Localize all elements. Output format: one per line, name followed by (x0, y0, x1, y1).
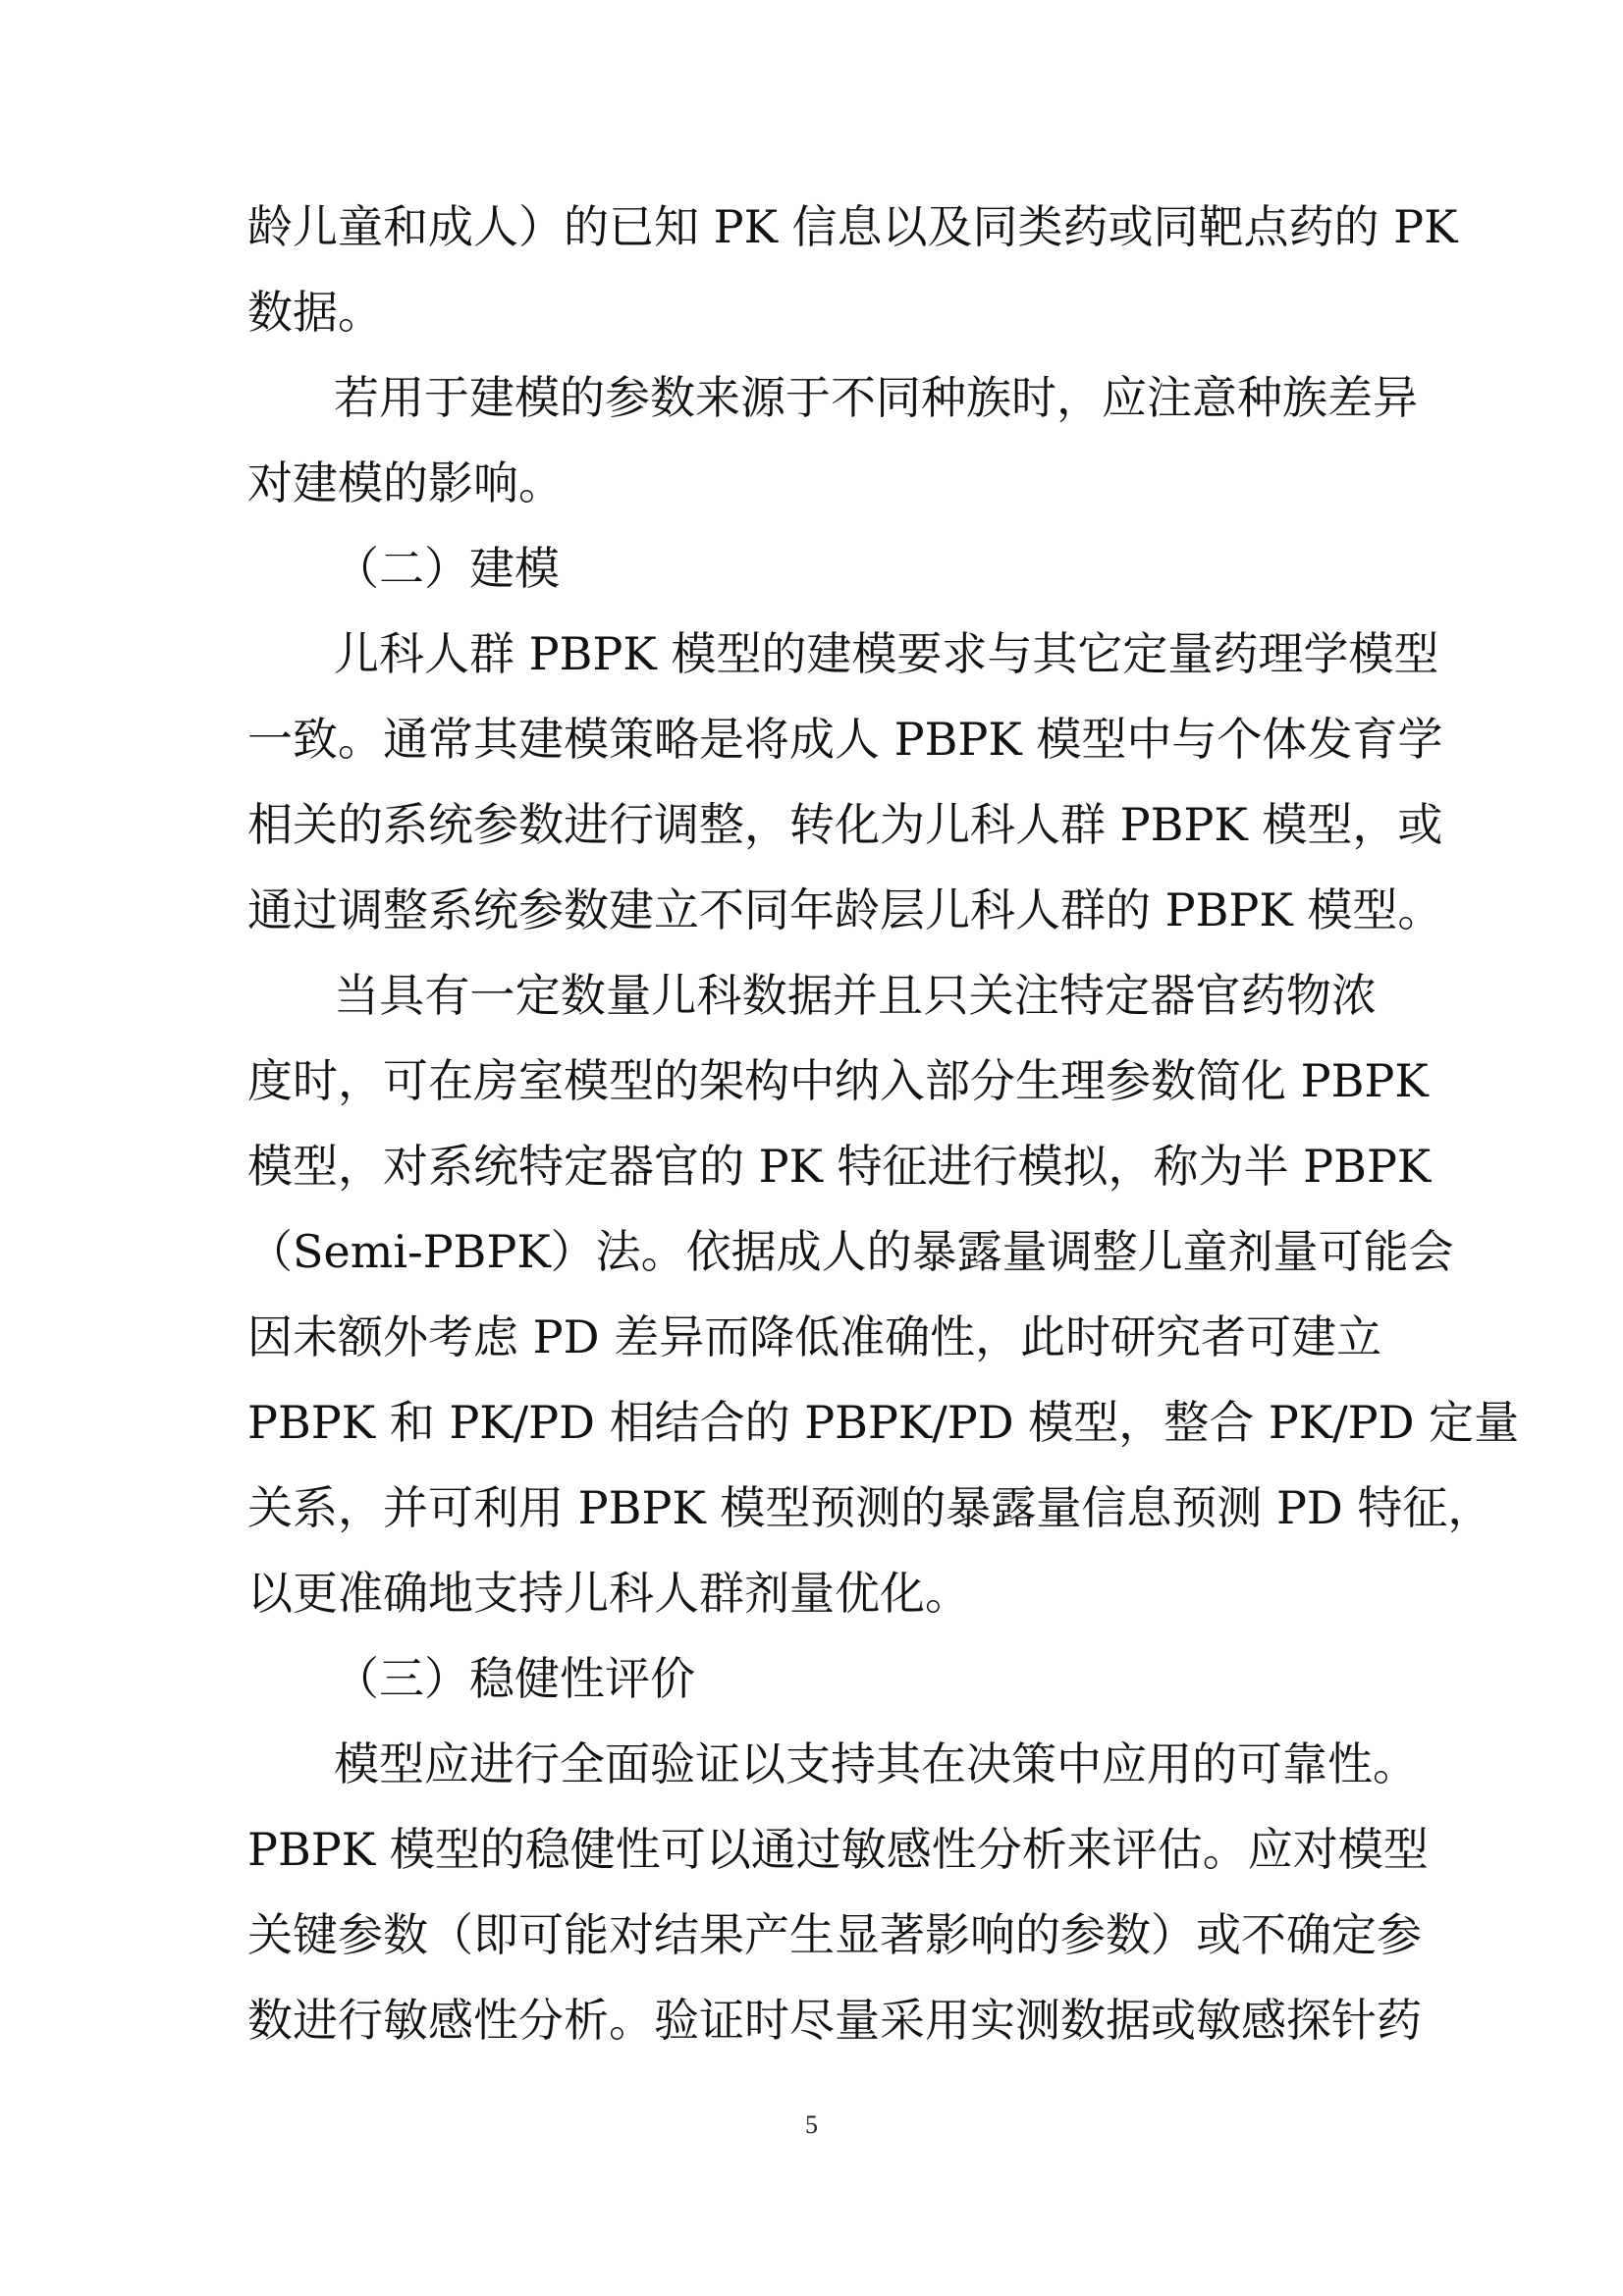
text-line-20: PBPK 模型的稳健性可以通过敏感性分析来评估。应对模型 (247, 1823, 1429, 1876)
text-line-17: 以更准确地支持儿科人群剂量优化。 (247, 1567, 970, 1620)
page-number: 5 (805, 2110, 818, 2139)
text-line-21: 关键参数（即可能对结果产生显著影响的参数）或不确定参 (247, 1908, 1422, 1961)
text-line-1: 龄儿童和成人）的已知 PK 信息以及同类药或同靶点药的 PK (247, 200, 1458, 253)
text-line-15: PBPK 和 PK/PD 相结合的 PBPK/PD 模型，整合 PK/PD 定量 (247, 1396, 1520, 1449)
text-line-22: 数进行敏感性分析。验证时尽量采用实测数据或敏感探针药 (247, 1994, 1422, 2047)
text-line-9: 通过调整系统参数建立不同年龄层儿科人群的 PBPK 模型。 (247, 883, 1443, 936)
text-line-14: 因未额外考虑 PD 差异而降低准确性，此时研究者可建立 (247, 1310, 1382, 1363)
text-line-19: 模型应进行全面验证以支持其在决策中应用的可靠性。 (334, 1737, 1418, 1790)
text-line-2: 数据。 (247, 286, 383, 339)
text-line-3: 若用于建模的参数来源于不同种族时，应注意种族差异 (334, 371, 1418, 424)
section-heading-3: （三）稳健性评价 (334, 1652, 695, 1705)
text-line-7: 一致。通常其建模策略是将成人 PBPK 模型中与个体发育学 (247, 713, 1443, 766)
text-line-10: 当具有一定数量儿科数据并且只关注特定器官药物浓 (334, 969, 1377, 1022)
text-line-16: 关系，并可利用 PBPK 模型预测的暴露量信息预测 PD 特征， (247, 1481, 1493, 1534)
text-line-6: 儿科人群 PBPK 模型的建模要求与其它定量药理学模型 (334, 627, 1439, 680)
text-line-12: 模型，对系统特定器官的 PK 特征进行模拟，称为半 PBPK (247, 1140, 1432, 1193)
text-line-4: 对建模的影响。 (247, 456, 564, 509)
text-line-11: 度时，可在房室模型的架构中纳入部分生理参数简化 PBPK (247, 1054, 1429, 1107)
text-line-8: 相关的系统参数进行调整，转化为儿科人群 PBPK 模型，或 (247, 798, 1443, 851)
text-line-13: （Semi-PBPK）法。依据成人的暴露量调整儿童剂量可能会 (247, 1225, 1454, 1278)
section-heading-2: （二）建模 (334, 542, 560, 595)
